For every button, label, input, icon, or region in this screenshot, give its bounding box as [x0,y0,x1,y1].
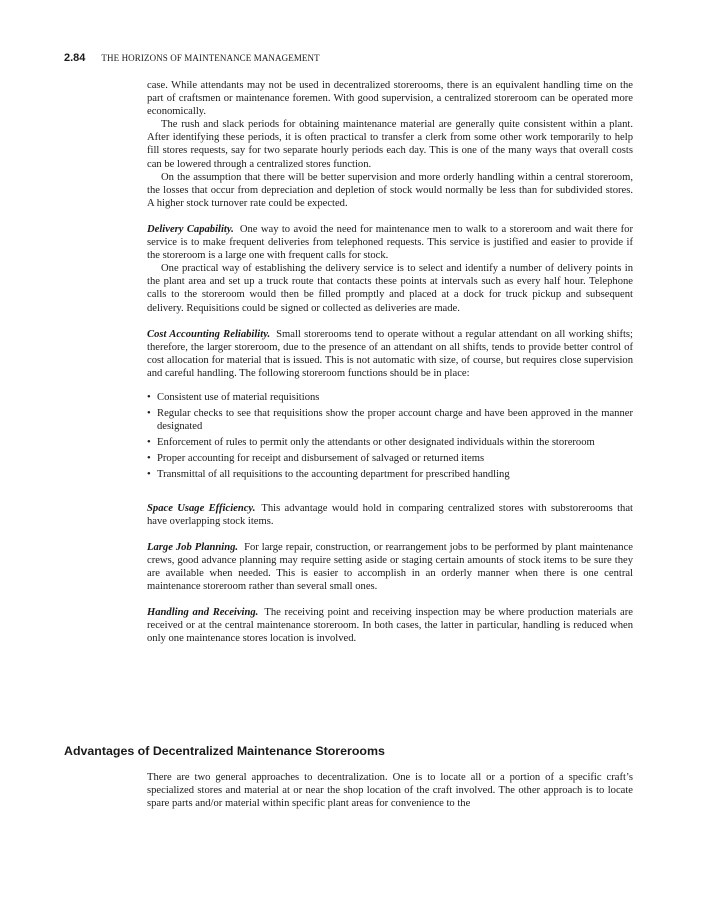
delivery-text: One way to avoid the need for maintenance men to walk to a storeroom and wait there for service is to make frequent deliveries from telephoned requests. This service is justified and easier to provide if the storeroom is a large one with frequent calls for stock. [147,223,633,262]
delivery-paragraph-2: One practical way of establishing the delivery service is to select and identify a number of delivery points in the plant area and set up a truck route that contacts these points at intervals such as every half hour. Telephone calls to the storeroom would then be filled promptly and placed at a dock for truck pickup and subsequent delivery. Requisitions could be signed or collected as deliveries are made. [147,263,633,314]
section-heading: Advantages of Decentralized Maintenance Storerooms [64,744,385,758]
paragraph: On the assumption that there will be better supervision and more orderly handling within a central storeroom, the losses that occur from depreciation and depletion of stock would normally be less than for subdivided stores. A higher stock turnover rate could be expected. [147,171,633,209]
cost-heading: Cost Accounting Reliability. [147,328,271,340]
paragraph: The rush and slack periods for obtaining maintenance material are generally quite consistent within a plant. After identifying these periods, it is often practical to transfer a clerk from some other work temporarily to help fill stores requests, say for two separate hourly periods each day. This is one of the many ways that overall costs can be lowered through a centralized stores function. [147,119,633,170]
list-item-text: Proper accounting for receipt and disbursement of salvaged or returned items [157,453,485,465]
delivery-paragraph [147,223,633,262]
space-paragraph [147,502,633,528]
bullet-icon: • [147,437,151,449]
storeroom-functions-list [147,391,633,482]
handling-paragraph [147,606,633,645]
large-job-text: For large repair, construction, or rearrangement jobs to be performed by plant maintenance crews, good advance planning may require setting aside or staging certain amounts of stock items to be sure they are available when needed. This is easier to accomplish in an orderly manner when there is one central maintenance storeroom rather than several small ones. [147,541,633,592]
running-header [64,52,320,64]
handling-text: The receiving point and receiving inspection may be where production materials are received or at the central maintenance storeroom. In both cases, the latter in particular, handling is reduced when only one maintenance stores location is involved. [147,607,633,645]
running-title: THE HORIZONS OF MAINTENANCE MANAGEMENT [101,53,320,63]
large-job-paragraph [147,541,633,593]
bullet-icon: • [147,408,151,420]
list-item [147,468,633,481]
handling-heading: Handling and Receiving. [147,607,259,619]
delivery-heading: Delivery Capability. [147,223,234,235]
bullet-icon: • [147,469,151,481]
list-item [147,436,633,449]
list-item [147,407,633,433]
space-heading: Space Usage Efficiency. [147,502,256,514]
list-item-text: Transmittal of all requisitions to the accounting department for prescribed handling [157,469,510,481]
cost-text: Small storerooms tend to operate without a regular attendant on all working shifts; therefore, the larger storeroom, due to the presence of an attendant on all shifts, tends to provide better control of cost allocation for material that is issued. This is not automatic with size, of course, but requires close supervision and careful handling. The following storeroom functions should be in place: [147,328,633,379]
space-text: This advantage would hold in comparing centralized stores with substorerooms that have overlapping stock items. [147,502,633,527]
page-number: 2.84 [64,52,86,64]
paragraph: There are two general approaches to decentralization. One is to locate all or a portion of a specific craft’s specialized stores and material at or near the shop location of the craft involved. The other approach is to locate spare parts and/or material within specific plant areas for convenience to the [147,772,633,810]
cost-paragraph [147,328,633,380]
list-item-text: Consistent use of material requisitions [157,391,320,403]
section-body [147,771,633,810]
bullet-icon: • [147,453,151,465]
list-item [147,391,633,404]
bullet-icon: • [147,391,151,403]
large-job-heading: Large Job Planning. [147,541,239,553]
paragraph: case. While attendants may not be used in decentralized storerooms, there is an equivalent handling time on the part of craftsmen or maintenance foremen. With good supervision, a centralized storeroom can be operated more economically. [147,80,633,118]
list-item-text: Enforcement of rules to permit only the attendants or other designated individuals within the storeroom [157,437,595,449]
list-item-text: Regular checks to see that requisitions show the proper account charge and have been approved in the manner designated [157,408,633,433]
list-item [147,452,633,465]
body-text [147,79,633,645]
